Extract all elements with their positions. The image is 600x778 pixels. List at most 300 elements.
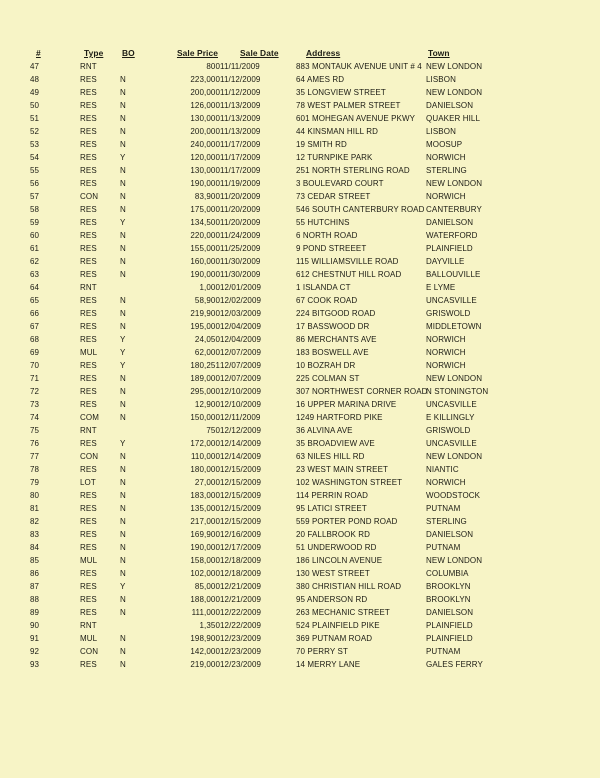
bo-flag-cell: N	[120, 413, 126, 422]
sale-price-cell: 172,000	[190, 439, 220, 448]
row-number-cell: 47	[30, 62, 40, 71]
property-type-cell: RES	[80, 88, 97, 97]
table-row	[30, 294, 492, 307]
town-cell: CANTERBURY	[426, 205, 482, 214]
row-number-cell: 54	[30, 153, 40, 162]
property-type-cell: RES	[80, 439, 97, 448]
address-cell: 263 MECHANIC STREET	[296, 608, 390, 617]
bo-flag-cell: N	[120, 322, 126, 331]
table-row	[30, 333, 492, 346]
table-row	[30, 554, 492, 567]
bo-flag-cell: N	[120, 270, 126, 279]
sale-price-cell: 217,000	[190, 517, 220, 526]
row-number-cell: 50	[30, 101, 40, 110]
address-cell: 35 BROADVIEW AVE	[296, 439, 375, 448]
sale-price-cell: 198,900	[190, 634, 220, 643]
town-cell: UNCASVILLE	[426, 400, 477, 409]
table-row	[30, 73, 492, 86]
row-number-cell: 80	[30, 491, 40, 500]
row-number-cell: 70	[30, 361, 40, 370]
bo-flag-cell: Y	[120, 218, 126, 227]
bo-flag-cell: Y	[120, 582, 126, 591]
sale-price-cell: 102,000	[190, 569, 220, 578]
row-number-cell: 93	[30, 660, 40, 669]
sale-price-cell: 750	[206, 426, 220, 435]
town-cell: WOODSTOCK	[426, 491, 481, 500]
sale-price-cell: 62,000	[194, 348, 220, 357]
sale-date-cell: 12/02/2009	[220, 296, 262, 305]
sale-date-cell: 11/13/2009	[220, 101, 261, 110]
address-cell: 12 TURNPIKE PARK	[296, 153, 373, 162]
town-cell: DANIELSON	[426, 218, 474, 227]
address-cell: 95 ANDERSON RD	[296, 595, 368, 604]
sale-price-cell: 158,000	[190, 556, 220, 565]
sale-price-cell: 180,251	[190, 361, 220, 370]
sale-date-cell: 12/15/2009	[220, 517, 262, 526]
sale-date-cell: 12/22/2009	[220, 621, 262, 630]
town-cell: UNCASVILLE	[426, 296, 477, 305]
property-type-cell: RES	[80, 127, 97, 136]
row-number-cell: 66	[30, 309, 40, 318]
row-number-cell: 71	[30, 374, 40, 383]
sale-date-cell: 12/01/2009	[220, 283, 262, 292]
bo-flag-cell: N	[120, 179, 126, 188]
row-number-cell: 79	[30, 478, 40, 487]
town-cell: NEW LONDON	[426, 556, 483, 565]
bo-flag-cell: N	[120, 257, 126, 266]
property-type-cell: RES	[80, 504, 97, 513]
property-type-cell: RES	[80, 465, 97, 474]
sale-date-cell: 12/14/2009	[220, 452, 262, 461]
table-row	[30, 177, 492, 190]
property-type-cell: RES	[80, 530, 97, 539]
header-number: #	[36, 48, 41, 58]
bo-flag-cell	[120, 281, 146, 294]
row-number-cell: 86	[30, 569, 40, 578]
table-row	[30, 619, 492, 632]
sale-date-cell: 12/17/2009	[220, 543, 262, 552]
table-row	[30, 242, 492, 255]
sale-price-cell: 27,000	[194, 478, 220, 487]
bo-flag-cell	[120, 60, 146, 73]
town-cell: LISBON	[426, 75, 456, 84]
table-row	[30, 645, 492, 658]
row-number-cell: 81	[30, 504, 40, 513]
sale-date-cell: 11/30/2009	[220, 257, 261, 266]
row-number-cell: 57	[30, 192, 40, 201]
sale-price-cell: 190,000	[190, 543, 220, 552]
property-type-cell: RES	[80, 595, 97, 604]
sale-date-cell: 12/07/2009	[220, 348, 262, 357]
property-type-cell: RES	[80, 608, 97, 617]
table-row	[30, 580, 492, 593]
bo-flag-cell: N	[120, 530, 126, 539]
address-cell: 73 CEDAR STREET	[296, 192, 371, 201]
property-type-cell: RES	[80, 491, 97, 500]
property-type-cell: RES	[80, 517, 97, 526]
bo-flag-cell: N	[120, 387, 126, 396]
table-row	[30, 112, 492, 125]
town-cell: MOOSUP	[426, 140, 463, 149]
bo-flag-cell: N	[120, 556, 126, 565]
town-cell: NEW LONDON	[426, 88, 483, 97]
sale-price-cell: 240,000	[190, 140, 220, 149]
sale-price-cell: 1,350	[199, 621, 220, 630]
bo-flag-cell: N	[120, 478, 126, 487]
property-type-cell: RES	[80, 387, 97, 396]
row-number-cell: 56	[30, 179, 40, 188]
property-type-cell: RES	[80, 400, 97, 409]
property-type-cell: RES	[80, 322, 97, 331]
bo-flag-cell: N	[120, 647, 126, 656]
address-cell: 23 WEST MAIN STREET	[296, 465, 388, 474]
address-cell: 130 WEST STREET	[296, 569, 370, 578]
sale-date-cell: 12/22/2009	[220, 608, 262, 617]
bo-flag-cell: N	[120, 504, 126, 513]
row-number-cell: 83	[30, 530, 40, 539]
sale-date-cell: 12/23/2009	[220, 647, 262, 656]
sale-price-cell: 1,000	[199, 283, 220, 292]
sale-price-cell: 83,900	[194, 192, 220, 201]
sale-price-cell: 120,000	[190, 153, 220, 162]
table-row	[30, 528, 492, 541]
row-number-cell: 74	[30, 413, 40, 422]
address-cell: 70 PERRY ST	[296, 647, 348, 656]
address-cell: 601 MOHEGAN AVENUE PKWY	[296, 114, 416, 123]
row-number-cell: 91	[30, 634, 40, 643]
table-row	[30, 541, 492, 554]
property-type-cell: RES	[80, 75, 97, 84]
property-type-cell: COM	[80, 413, 99, 422]
sale-date-cell: 11/17/2009	[220, 153, 261, 162]
table-row	[30, 125, 492, 138]
town-cell: NEW LONDON	[426, 374, 483, 383]
sale-date-cell: 12/04/2009	[220, 335, 262, 344]
property-type-cell: RES	[80, 231, 97, 240]
property-type-cell: RES	[80, 309, 97, 318]
address-cell: 44 KINSMAN HILL RD	[296, 127, 378, 136]
table-row	[30, 60, 492, 73]
table-row	[30, 632, 492, 645]
row-number-cell: 88	[30, 595, 40, 604]
sale-price-cell: 190,000	[190, 270, 220, 279]
header-address: Address	[306, 48, 341, 58]
address-cell: 9 POND STREEET	[296, 244, 367, 253]
table-row	[30, 99, 492, 112]
property-type-cell: RES	[80, 335, 97, 344]
row-number-cell: 65	[30, 296, 40, 305]
table-row	[30, 281, 492, 294]
table-row	[30, 411, 492, 424]
address-cell: 183 BOSWELL AVE	[296, 348, 369, 357]
property-type-cell: RES	[80, 361, 97, 370]
address-cell: 369 PUTNAM ROAD	[296, 634, 373, 643]
sale-date-cell: 12/07/2009	[220, 361, 262, 370]
bo-flag-cell: N	[120, 205, 126, 214]
property-type-cell: RES	[80, 218, 97, 227]
bo-flag-cell	[120, 619, 146, 632]
address-cell: 186 LINCOLN AVENUE	[296, 556, 383, 565]
row-number-cell: 62	[30, 257, 40, 266]
bo-flag-cell: N	[120, 400, 126, 409]
table-row	[30, 502, 492, 515]
property-type-cell: MUL	[80, 348, 98, 357]
sale-price-cell: 180,000	[190, 465, 220, 474]
town-cell: NIANTIC	[426, 465, 459, 474]
sale-price-cell: 195,000	[190, 322, 220, 331]
sale-price-cell: 110,000	[190, 452, 220, 461]
row-number-cell: 60	[30, 231, 40, 240]
address-cell: 16 UPPER MARINA DRIVE	[296, 400, 397, 409]
address-cell: 78 WEST PALMER STREET	[296, 101, 401, 110]
sale-price-cell: 188,000	[190, 595, 220, 604]
bo-flag-cell: N	[120, 140, 126, 149]
address-cell: 1249 HARTFORD PIKE	[296, 413, 383, 422]
town-cell: QUAKER HILL	[426, 114, 481, 123]
property-type-cell: RNT	[80, 62, 97, 71]
table-row	[30, 164, 492, 177]
town-cell: N STONINGTON	[426, 387, 489, 396]
town-cell: BROOKLYN	[426, 595, 471, 604]
sale-price-cell: 85,000	[194, 582, 220, 591]
town-cell: STERLING	[426, 166, 467, 175]
table-row	[30, 307, 492, 320]
address-cell: 225 COLMAN ST	[296, 374, 360, 383]
header-type: Type	[84, 48, 104, 58]
header-town: Town	[428, 48, 450, 58]
table-row	[30, 437, 492, 450]
address-cell: 14 MERRY LANE	[296, 660, 361, 669]
property-type-cell: MUL	[80, 634, 98, 643]
town-cell: PUTNAM	[426, 504, 461, 513]
table-row	[30, 255, 492, 268]
sale-price-cell: 219,900	[190, 309, 220, 318]
bo-flag-cell: N	[120, 192, 126, 201]
address-cell: 10 BOZRAH DR	[296, 361, 356, 370]
town-cell: DANIELSON	[426, 530, 474, 539]
town-cell: MIDDLETOWN	[426, 322, 482, 331]
town-cell: NEW LONDON	[426, 452, 483, 461]
property-type-cell: RES	[80, 140, 97, 149]
table-row	[30, 229, 492, 242]
town-cell: GRISWOLD	[426, 309, 471, 318]
table-row	[30, 268, 492, 281]
address-cell: 546 SOUTH CANTERBURY ROAD	[296, 205, 425, 214]
table-row	[30, 658, 492, 671]
sale-date-cell: 11/17/2009	[220, 140, 261, 149]
row-number-cell: 82	[30, 517, 40, 526]
row-number-cell: 78	[30, 465, 40, 474]
address-cell: 612 CHESTNUT HILL ROAD	[296, 270, 402, 279]
sale-price-cell: 175,000	[190, 205, 220, 214]
bo-flag-cell: N	[120, 660, 126, 669]
sale-date-cell: 12/23/2009	[220, 660, 262, 669]
table-row	[30, 463, 492, 476]
bo-flag-cell: N	[120, 296, 126, 305]
bo-flag-cell: N	[120, 374, 126, 383]
sale-date-cell: 12/16/2009	[220, 530, 262, 539]
row-number-cell: 55	[30, 166, 40, 175]
sale-date-cell: 11/12/2009	[220, 75, 261, 84]
bo-flag-cell: N	[120, 166, 126, 175]
town-cell: NORWICH	[426, 348, 466, 357]
town-cell: NORWICH	[426, 361, 466, 370]
address-cell: 36 ALVINA AVE	[296, 426, 353, 435]
sale-price-cell: 130,000	[190, 166, 220, 175]
address-cell: 20 FALLBROOK RD	[296, 530, 370, 539]
town-cell: WATERFORD	[426, 231, 478, 240]
town-cell: PUTNAM	[426, 543, 461, 552]
address-cell: 883 MONTAUK AVENUE UNIT # 4	[296, 62, 422, 71]
address-cell: 63 NILES HILL RD	[296, 452, 365, 461]
sale-price-cell: 190,000	[190, 179, 220, 188]
sale-price-cell: 134,500	[190, 218, 220, 227]
table-row	[30, 515, 492, 528]
sale-date-cell: 12/15/2009	[220, 491, 262, 500]
property-type-cell: RES	[80, 270, 97, 279]
row-number-cell: 90	[30, 621, 40, 630]
sale-date-cell: 12/21/2009	[220, 582, 262, 591]
sale-date-cell: 11/20/2009	[220, 218, 261, 227]
table-row	[30, 450, 492, 463]
sale-date-cell: 11/24/2009	[220, 231, 261, 240]
property-type-cell: RNT	[80, 621, 97, 630]
row-number-cell: 72	[30, 387, 40, 396]
sale-date-cell: 11/11/2009	[220, 62, 260, 71]
bo-flag-cell: N	[120, 114, 126, 123]
address-cell: 115 WILLIAMSVILLE ROAD	[296, 257, 399, 266]
bo-flag-cell	[120, 424, 146, 437]
row-number-cell: 68	[30, 335, 40, 344]
address-cell: 51 UNDERWOOD RD	[296, 543, 377, 552]
bo-flag-cell: N	[120, 595, 126, 604]
table-row	[30, 398, 492, 411]
row-number-cell: 75	[30, 426, 40, 435]
address-cell: 380 CHRISTIAN HILL ROAD	[296, 582, 402, 591]
property-type-cell: CON	[80, 452, 99, 461]
property-type-cell: RES	[80, 153, 97, 162]
sale-date-cell: 12/03/2009	[220, 309, 262, 318]
table-row	[30, 489, 492, 502]
sale-price-cell: 150,000	[190, 413, 220, 422]
sale-date-cell: 12/21/2009	[220, 595, 262, 604]
address-cell: 251 NORTH STERLING ROAD	[296, 166, 410, 175]
sale-date-cell: 11/13/2009	[220, 127, 261, 136]
property-type-cell: RES	[80, 166, 97, 175]
sale-price-cell: 155,000	[190, 244, 220, 253]
sale-date-cell: 12/18/2009	[220, 569, 262, 578]
property-type-cell: RES	[80, 582, 97, 591]
property-type-cell: RNT	[80, 426, 97, 435]
town-cell: BROOKLYN	[426, 582, 471, 591]
table-row	[30, 359, 492, 372]
property-type-cell: CON	[80, 192, 99, 201]
sale-price-cell: 220,000	[190, 231, 220, 240]
sale-price-cell: 24,050	[194, 335, 220, 344]
sales-table-body	[30, 60, 492, 671]
address-cell: 559 PORTER POND ROAD	[296, 517, 398, 526]
row-number-cell: 76	[30, 439, 40, 448]
row-number-cell: 51	[30, 114, 40, 123]
bo-flag-cell: N	[120, 101, 126, 110]
town-cell: PUTNAM	[426, 647, 461, 656]
sale-date-cell: 12/11/2009	[220, 413, 261, 422]
sale-date-cell: 12/15/2009	[220, 465, 262, 474]
town-cell: DANIELSON	[426, 608, 474, 617]
sale-date-cell: 11/19/2009	[220, 179, 261, 188]
bo-flag-cell: N	[120, 244, 126, 253]
property-type-cell: RES	[80, 101, 97, 110]
table-row	[30, 346, 492, 359]
sale-price-cell: 130,000	[190, 114, 220, 123]
town-cell: COLUMBIA	[426, 569, 469, 578]
table-row	[30, 216, 492, 229]
sale-date-cell: 12/15/2009	[220, 504, 262, 513]
sale-date-cell: 11/30/2009	[220, 270, 261, 279]
sale-price-cell: 295,000	[190, 387, 220, 396]
address-cell: 67 COOK ROAD	[296, 296, 358, 305]
town-cell: PLAINFIELD	[426, 621, 473, 630]
bo-flag-cell: N	[120, 309, 126, 318]
table-row	[30, 190, 492, 203]
town-cell: NORWICH	[426, 192, 466, 201]
sale-date-cell: 12/12/2009	[220, 426, 262, 435]
row-number-cell: 67	[30, 322, 40, 331]
sale-price-cell: 58,900	[194, 296, 220, 305]
table-row	[30, 567, 492, 580]
sales-table	[30, 47, 492, 671]
row-number-cell: 69	[30, 348, 40, 357]
property-type-cell: MUL	[80, 556, 98, 565]
sale-date-cell: 11/12/2009	[220, 88, 261, 97]
town-cell: BALLOUVILLE	[426, 270, 481, 279]
bo-flag-cell: N	[120, 491, 126, 500]
bo-flag-cell: N	[120, 465, 126, 474]
property-type-cell: RES	[80, 244, 97, 253]
sale-date-cell: 11/13/2009	[220, 114, 261, 123]
header-sale-date: Sale Date	[240, 48, 279, 58]
row-number-cell: 89	[30, 608, 40, 617]
property-type-cell: RES	[80, 205, 97, 214]
sale-price-cell: 126,000	[190, 101, 220, 110]
sales-table-header	[30, 47, 492, 60]
town-cell: PLAINFIELD	[426, 634, 473, 643]
address-cell: 114 PERRIN ROAD	[296, 491, 369, 500]
town-cell: UNCASVILLE	[426, 439, 477, 448]
property-type-cell: RNT	[80, 283, 97, 292]
town-cell: NEW LONDON	[426, 179, 483, 188]
property-type-cell: RES	[80, 374, 97, 383]
sale-price-cell: 800	[206, 62, 220, 71]
sale-date-cell: 12/10/2009	[220, 400, 262, 409]
town-cell: DANIELSON	[426, 101, 474, 110]
sale-price-cell: 135,000	[190, 504, 220, 513]
sale-date-cell: 12/14/2009	[220, 439, 262, 448]
row-number-cell: 64	[30, 283, 40, 292]
address-cell: 64 AMES RD	[296, 75, 345, 84]
sale-date-cell: 12/04/2009	[220, 322, 262, 331]
sale-date-cell: 12/07/2009	[220, 374, 262, 383]
row-number-cell: 61	[30, 244, 40, 253]
sale-date-cell: 11/20/2009	[220, 205, 261, 214]
table-row	[30, 320, 492, 333]
sale-date-cell: 11/25/2009	[220, 244, 261, 253]
town-cell: LISBON	[426, 127, 456, 136]
bo-flag-cell: N	[120, 231, 126, 240]
bo-flag-cell: N	[120, 127, 126, 136]
bo-flag-cell: Y	[120, 361, 126, 370]
address-cell: 224 BITGOOD ROAD	[296, 309, 376, 318]
